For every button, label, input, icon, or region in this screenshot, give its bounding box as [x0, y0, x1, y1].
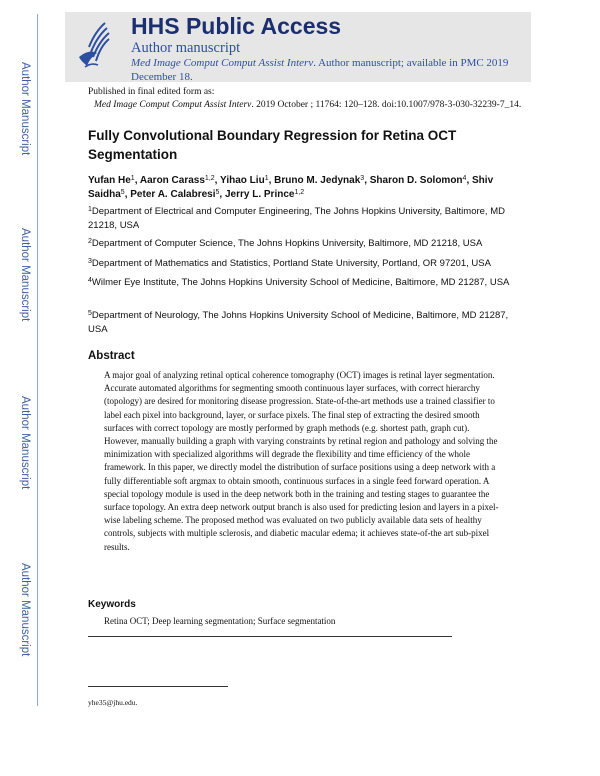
author-affiliation-sup: 1 — [130, 175, 135, 182]
affiliation-number: 4 — [88, 277, 92, 284]
affiliation-number: 5 — [88, 310, 92, 317]
affiliation — [88, 276, 518, 290]
author-name: Shiv Saidha — [88, 175, 494, 200]
affiliation-number: 2 — [88, 238, 92, 245]
author-name: Jerry L. Prince — [224, 189, 295, 200]
margin-label-author-manuscript: Author Manuscript — [19, 228, 31, 322]
header-journal: Med Image Comput Comput Assist Interv — [131, 57, 314, 69]
author-affiliation-sup: 1 — [264, 175, 269, 182]
abstract-body: A major goal of analyzing retinal optical coherence tomography (OCT) images is retinal layer segmentation. Accurate automated algorithms for segmenting smooth continuous layer surfaces, with correct hierarchy (topology) are desired for monitoring disease progression. State-of-the-art methods use a trained classifier to label each pixel into background, layer, or surface pixels. The final step of extracting the desired smooth surfaces with correct topology are mostly performed by graph methods (e.g. shortest path, graph cut). However, manually building a graph with varying constraints by retinal region and pathology and solving the minimization with specialized algorithms will degrade the flexibility and time efficiency of the whole framework. In this paper, we directly model the distribution of surface positions using a deep network with a fully differentiable soft argmax to obtain smooth, continuous surfaces in a single feed forward operation. A special topology module is used in the deep network both in the training and testing stages to guarantee the surface topology. An extra deep network output branch is also used for predicting lesion and layers in a pixel-wise labeling scheme. The proposed method was evaluated on two publicly available data sets of healthy controls, subjects with multiple sclerosis, and diabetic macular edema; it achieves state-of-the art sub-pixel results. — [104, 370, 499, 552]
author-list: Yufan He$^1$, Aaron Carass$^{1,2}$, Yihao Liu$^1$, Bruno M. Jedynak$^3$, Sharon D. Solomon$^4$, Shiv Saidha$^5$, Peter A. Calabresi$^5$, Jerry L. Prince$^{1,2}$ — [88, 175, 494, 200]
published-block — [88, 86, 528, 111]
author-affiliation-sup: 1,2 — [204, 175, 215, 182]
author-manuscript-label: Author manuscript — [131, 40, 241, 56]
affiliation — [88, 257, 518, 271]
author-name: Sharon D. Solomon — [369, 175, 463, 186]
author-name: Peter A. Calabresi — [130, 189, 216, 200]
paper-title: Fully Convolutional Boundary Regression for Retina OCT Segmentation — [88, 128, 457, 162]
affiliation-text: Department of Electrical and Computer Engineering, The Johns Hopkins University, Baltimore, MD 21218, USA — [88, 206, 505, 231]
author-name: Yihao Liu — [220, 175, 265, 186]
margin-labels — [0, 0, 40, 776]
author-affiliation-sup: 3 — [360, 175, 365, 182]
published-journal: Med Image Comput Comput Assist Interv — [94, 99, 252, 110]
footnote-divider — [88, 686, 228, 687]
header-availability: . Author manuscript; available in PMC 2019 December 18. — [131, 57, 509, 83]
affiliation-text: Department of Mathematics and Statistics, Portland State University, Portland, OR 97201, USA — [91, 258, 491, 269]
published-details: . 2019 October ; 11764: 120–128. doi:10.1007/978-3-030-32239-7_14. — [251, 99, 522, 110]
hhs-eagle-logo-icon — [76, 17, 112, 73]
affiliation-text: Department of Computer Science, The Johns Hopkins University, Baltimore, MD 21218, USA — [91, 238, 483, 249]
author-affiliation-sup: 5 — [120, 189, 125, 196]
affiliation — [88, 237, 518, 251]
header-citation — [131, 56, 523, 84]
footnote-email: yhe35@jhu.edu. — [88, 698, 138, 707]
margin-rule — [37, 14, 38, 706]
author-affiliation-sup: 4 — [462, 175, 467, 182]
affiliation-number: 3 — [88, 258, 92, 265]
margin-label-author-manuscript: Author Manuscript — [19, 563, 31, 657]
author-affiliation-sup: 5 — [215, 189, 220, 196]
margin-label-author-manuscript: Author Manuscript — [19, 62, 31, 156]
author-name: Aaron Carass — [139, 175, 205, 186]
hhs-public-access-title: HHS Public Access — [131, 13, 342, 39]
margin-label-author-manuscript: Author Manuscript — [19, 396, 31, 490]
affiliation-number: 1 — [88, 206, 92, 213]
affiliation-text: Department of Neurology, The Johns Hopkins University School of Medicine, Baltimore, MD 21287, USA — [88, 310, 509, 335]
affiliation — [88, 205, 518, 233]
author-name: Bruno M. Jedynak — [274, 175, 361, 186]
author-name: Yufan He — [88, 175, 131, 186]
author-affiliation-sup: 1,2 — [294, 189, 305, 196]
section-divider — [88, 636, 452, 637]
abstract-heading: Abstract — [88, 350, 135, 362]
keywords-list: Retina OCT; Deep learning segmentation; Surface segmentation — [104, 616, 336, 626]
published-label: Published in final edited form as: — [88, 87, 215, 97]
affiliation-text: Wilmer Eye Institute, The Johns Hopkins University School of Medicine, Baltimore, MD 21287, USA — [91, 277, 510, 288]
published-citation — [88, 99, 528, 112]
affiliation — [88, 309, 518, 337]
keywords-heading: Keywords — [88, 599, 136, 610]
